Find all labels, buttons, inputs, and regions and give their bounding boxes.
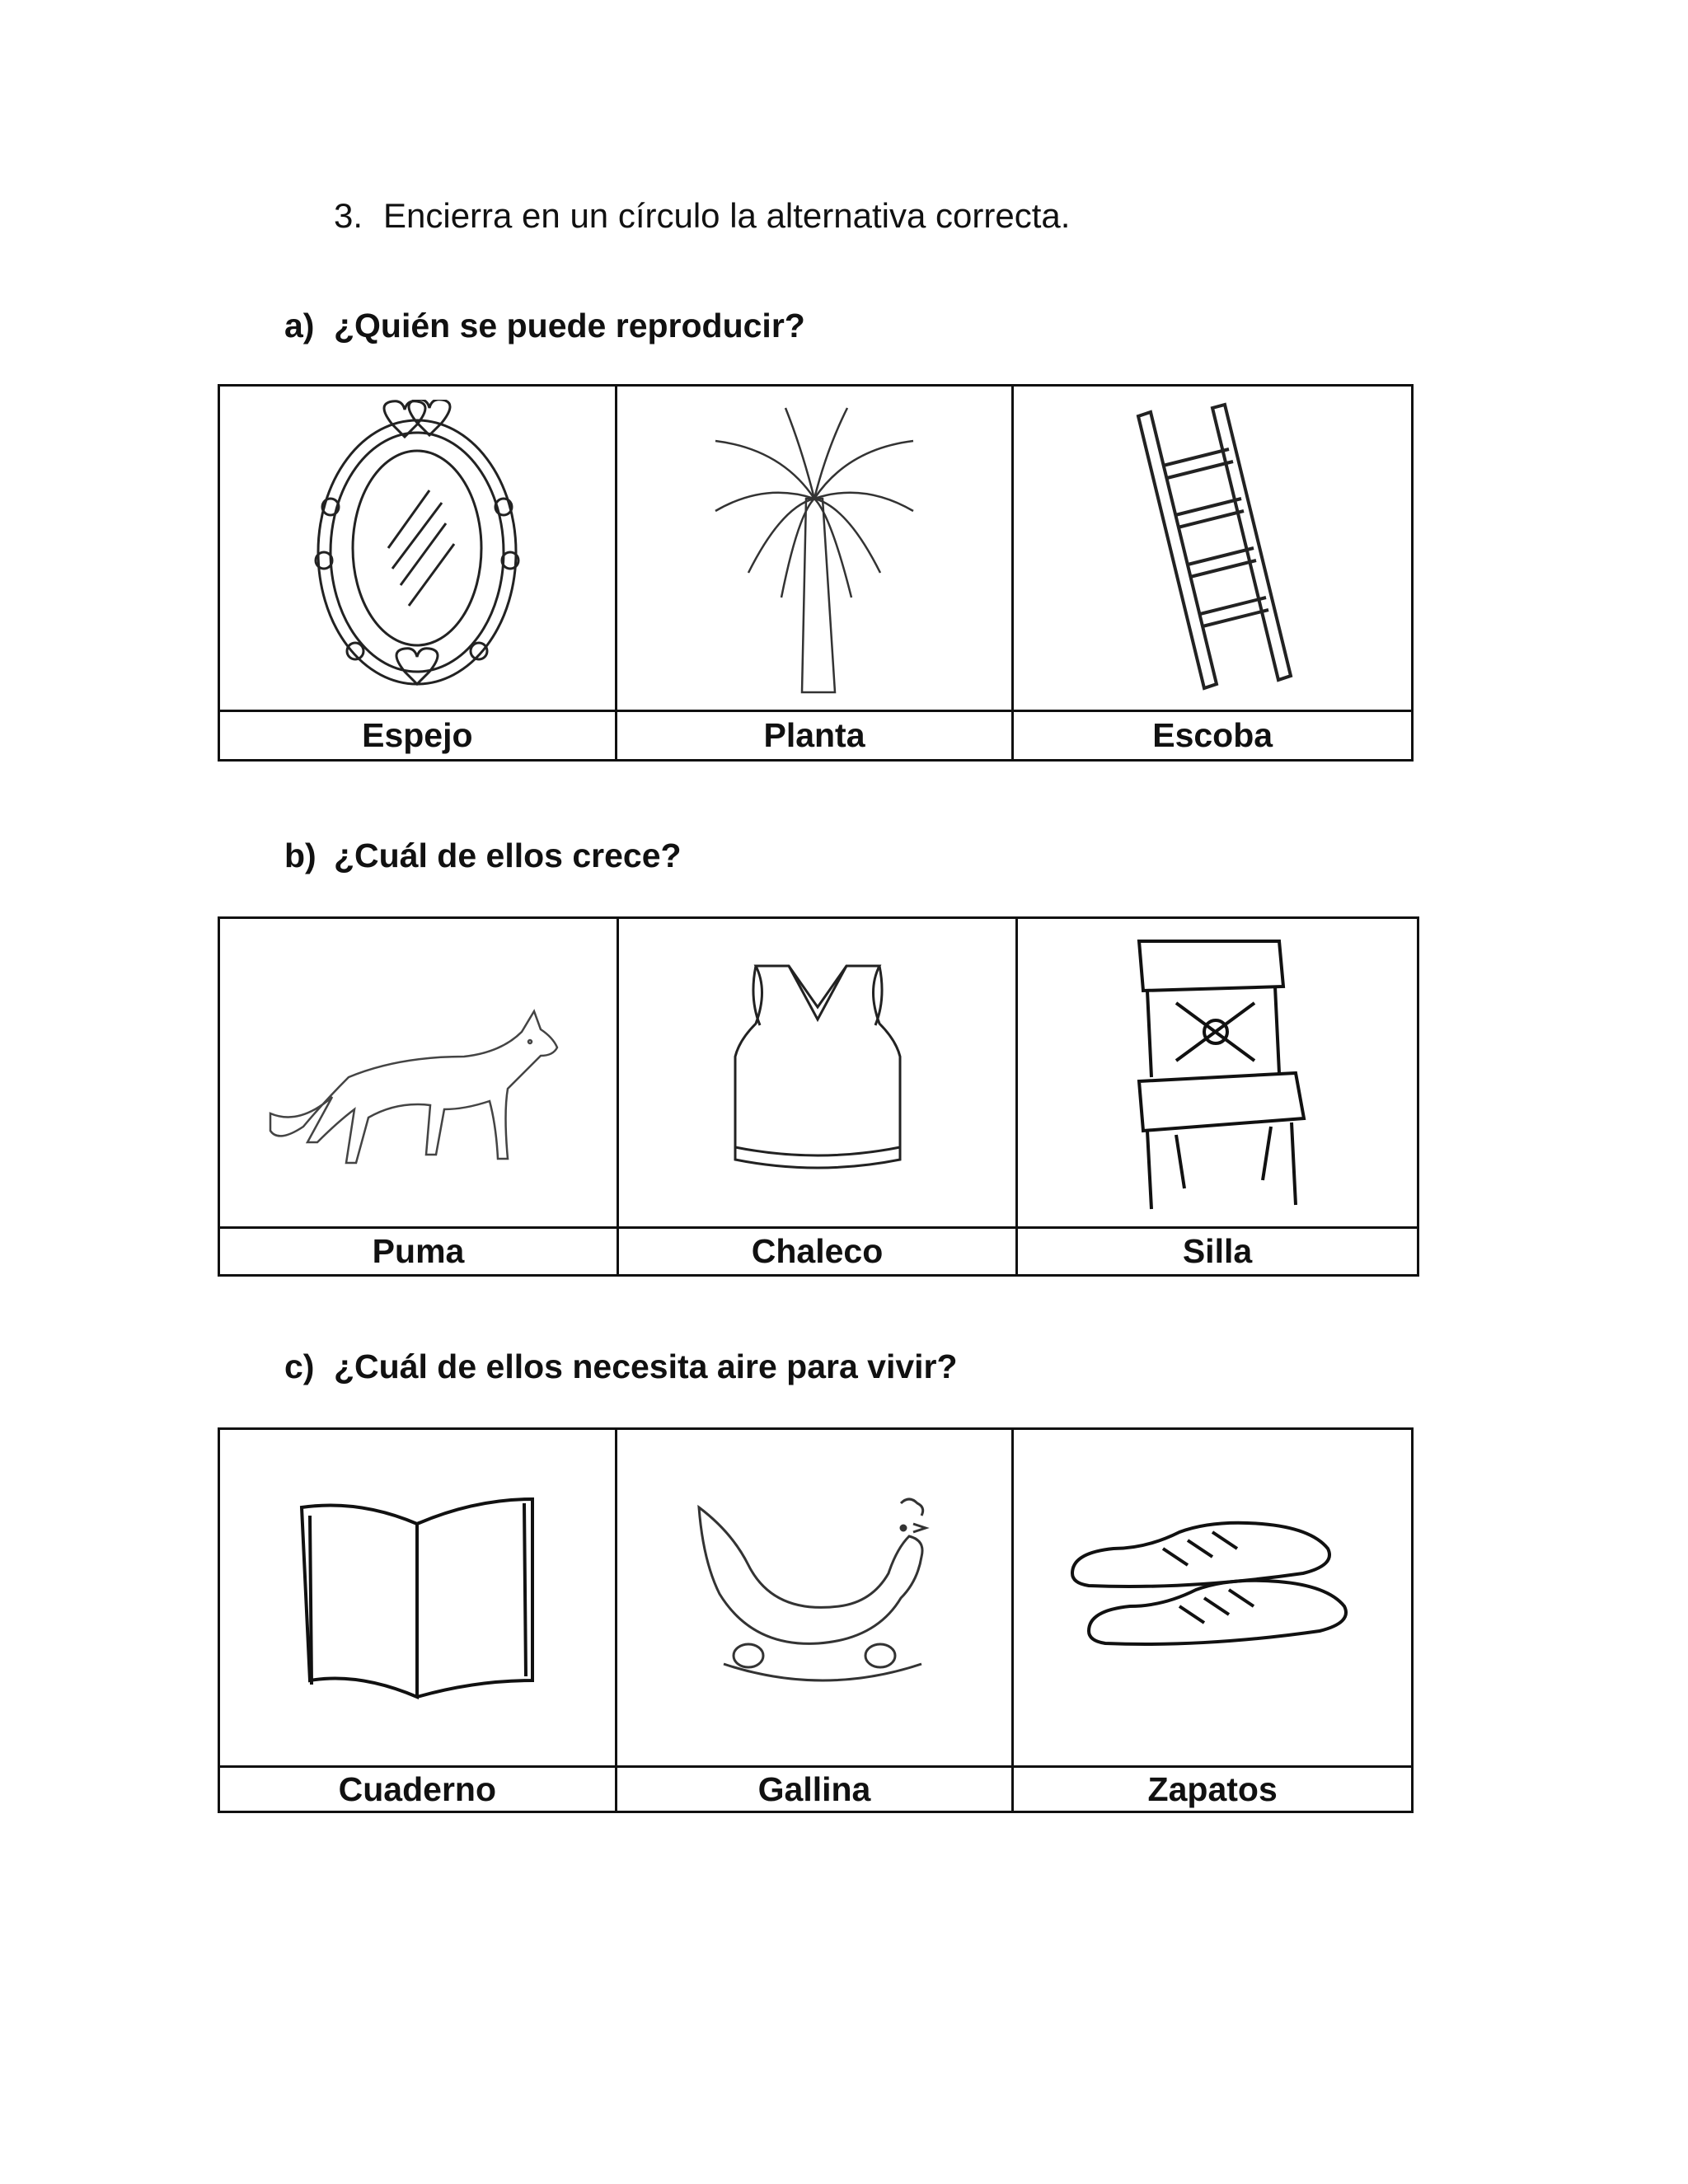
option-picture-espejo[interactable] (220, 387, 617, 712)
question-b (284, 837, 682, 875)
question-text: ¿Cuál de ellos necesita aire para vivir? (334, 1347, 958, 1385)
option-label-zapatos[interactable]: Zapatos (1147, 1769, 1278, 1808)
mirror-icon (306, 400, 528, 696)
options-table-b (218, 916, 1419, 1277)
question-letter: b) (284, 837, 316, 874)
instruction (334, 196, 1070, 236)
chair-icon (1118, 933, 1316, 1213)
ladder-icon (1105, 400, 1320, 696)
question-letter: c) (284, 1347, 315, 1385)
palm-tree-icon (703, 400, 926, 696)
option-label-espejo[interactable]: Espejo (220, 712, 617, 759)
option-picture-silla[interactable] (1018, 919, 1417, 1229)
option-label-chaleco[interactable]: Chaleco (619, 1229, 1018, 1274)
question-letter: a) (284, 307, 315, 344)
option-label-puma[interactable]: Puma (220, 1229, 619, 1274)
shoes-icon (1064, 1507, 1361, 1689)
option-picture-planta[interactable] (617, 387, 1015, 712)
option-label-gallina[interactable]: Gallina (617, 1768, 1015, 1811)
option-picture-cuaderno[interactable] (220, 1430, 617, 1768)
option-label-cuaderno[interactable]: Cuaderno (220, 1768, 617, 1811)
question-text: ¿Quién se puede reproducir? (334, 307, 805, 344)
instruction-text: Encierra en un círculo la alternativa correcta. (383, 196, 1071, 235)
option-picture-gallina[interactable] (617, 1430, 1015, 1768)
question-c (284, 1347, 958, 1386)
option-picture-puma[interactable] (220, 919, 619, 1229)
puma-icon (254, 966, 584, 1180)
option-picture-escoba[interactable] (1014, 387, 1411, 712)
question-a (284, 307, 805, 345)
options-table-a (218, 384, 1414, 762)
option-picture-chaleco[interactable] (619, 919, 1018, 1229)
options-table-c (218, 1427, 1414, 1813)
notebook-icon (293, 1491, 541, 1705)
option-label-escoba[interactable]: Escoba (1152, 716, 1273, 754)
hen-icon (691, 1491, 938, 1705)
instruction-number: 3. (334, 196, 363, 235)
option-label-planta[interactable]: Planta (617, 712, 1015, 759)
question-text: ¿Cuál de ellos crece? (334, 837, 682, 874)
option-label-silla[interactable]: Silla (1182, 1232, 1253, 1270)
option-picture-zapatos[interactable] (1014, 1430, 1411, 1768)
vest-icon (719, 958, 917, 1188)
